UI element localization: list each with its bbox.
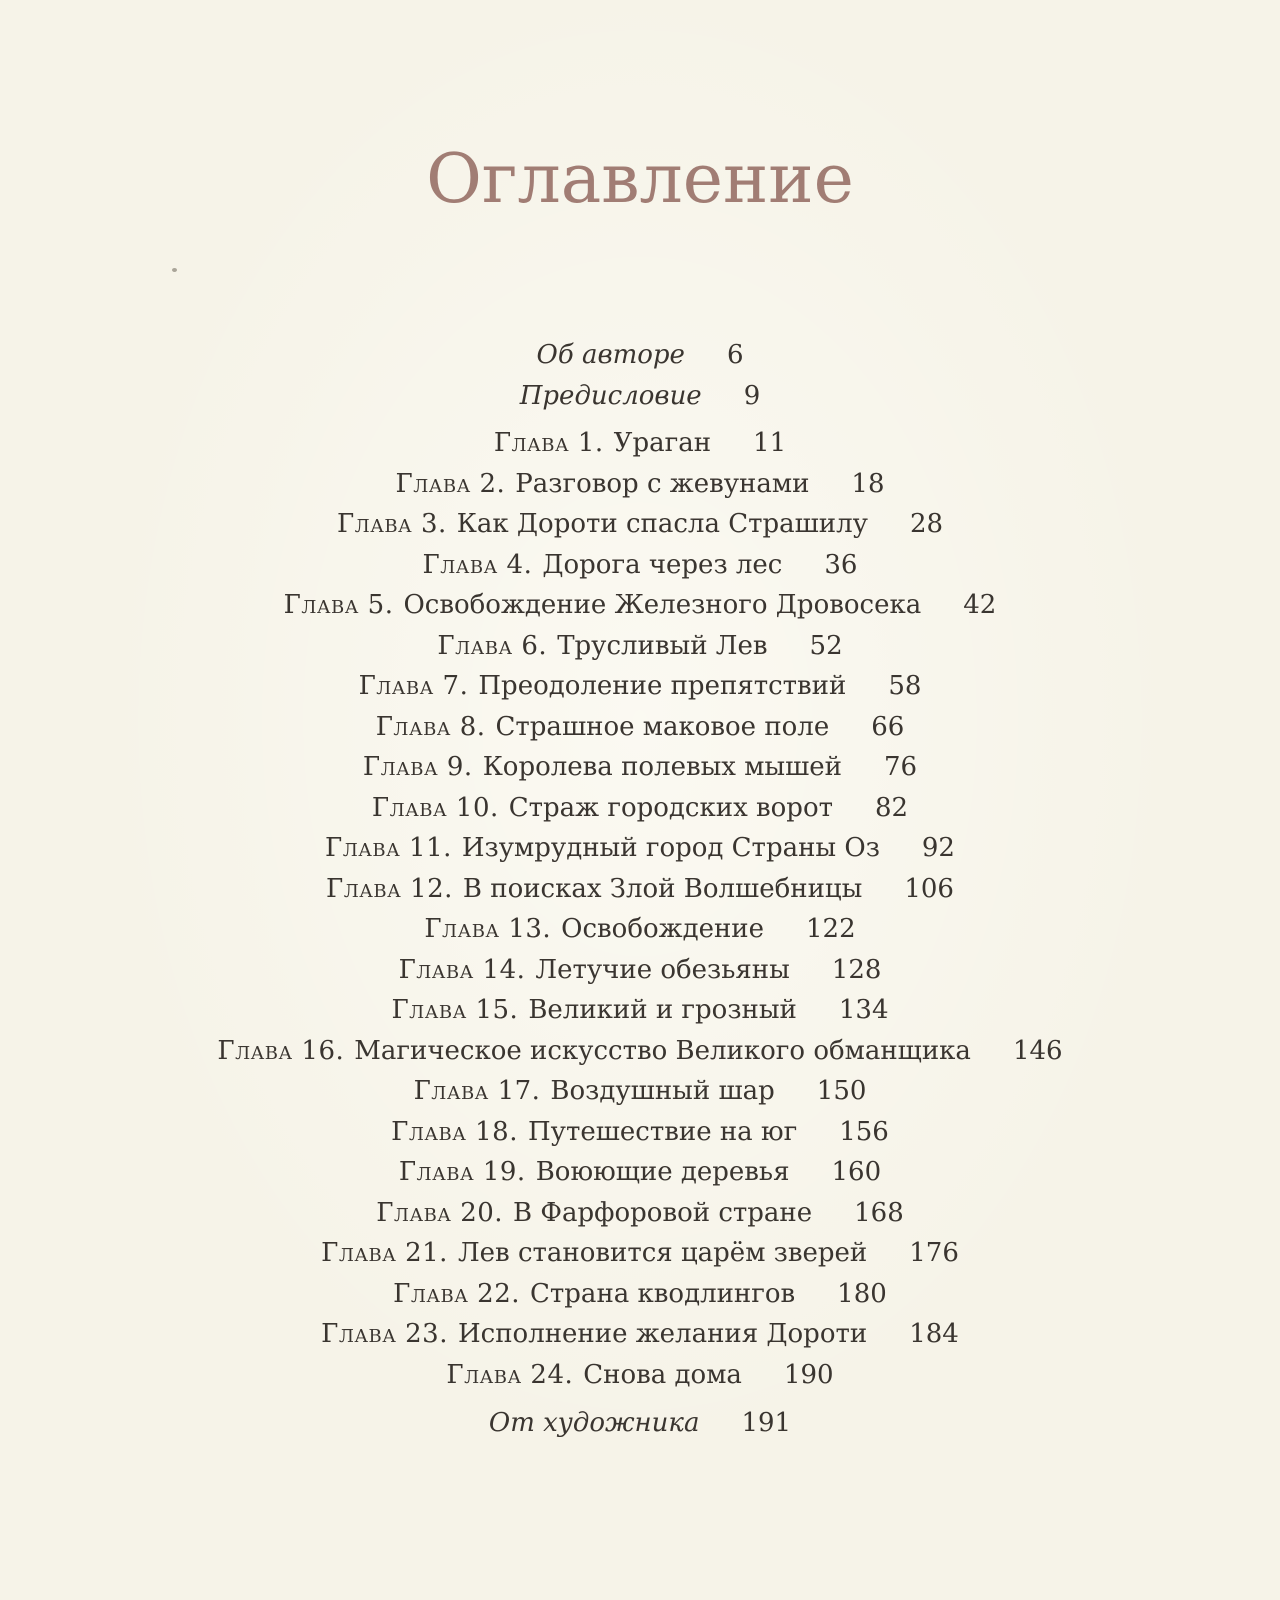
page-number: 150 xyxy=(816,1076,867,1106)
chapter-title: Освобождение Железного Дровосека xyxy=(403,590,922,620)
toc-entry-chapter xyxy=(0,990,1280,1031)
chapter-label: Глава 14. xyxy=(398,954,526,985)
toc-entry-chapter xyxy=(0,423,1280,464)
toc-entry-chapter xyxy=(0,950,1280,991)
toc-entry-chapter xyxy=(0,1274,1280,1315)
chapter-label: Глава 5. xyxy=(283,590,394,620)
page-number: 36 xyxy=(824,549,858,580)
toc-entry-chapter xyxy=(0,626,1280,667)
chapter-title: Ураган xyxy=(613,428,712,458)
toc-entry-chapter xyxy=(0,1112,1280,1153)
page-number: 176 xyxy=(909,1238,959,1268)
chapter-title: Как Дороти спасла Страшилу xyxy=(456,509,868,539)
page-number: 52 xyxy=(809,630,843,661)
chapter-title: Разговор с жевунами xyxy=(515,468,810,499)
page-number: 122 xyxy=(806,914,856,944)
chapter-label: Глава 4. xyxy=(422,549,533,580)
chapter-label: Глава 3. xyxy=(336,509,447,539)
page-number: 156 xyxy=(839,1116,889,1147)
toc-entry-chapter xyxy=(0,1314,1280,1355)
chapter-label: Глава 24. xyxy=(446,1359,574,1390)
toc-entry-chapter xyxy=(0,666,1280,707)
page-number: 42 xyxy=(963,590,997,620)
page-number: 28 xyxy=(909,509,944,539)
chapter-label: Глава 18. xyxy=(391,1116,518,1147)
chapter-title: Магическое искусство Великого обманщика xyxy=(354,1035,971,1066)
chapter-title: Преодоление препятствий xyxy=(478,671,847,701)
page-number: 66 xyxy=(871,711,905,742)
chapter-label: Глава 10. xyxy=(371,792,499,823)
toc-entry-chapter xyxy=(0,1152,1280,1193)
chapter-title: Изумрудный город Страны Оз xyxy=(461,833,880,863)
page-number: 11 xyxy=(753,428,787,458)
chapter-label: Глава 8. xyxy=(375,711,486,742)
chapter-title: В Фарфоровой стране xyxy=(513,1197,813,1228)
page-number: 146 xyxy=(1012,1035,1063,1066)
page-number: 106 xyxy=(904,873,954,904)
toc-entry-chapter xyxy=(0,1031,1280,1072)
chapter-title: Лев становится царём зверей xyxy=(457,1238,868,1268)
page-number: 160 xyxy=(831,1157,882,1187)
toc-entry-chapter xyxy=(0,909,1280,950)
chapter-label: Глава 20. xyxy=(376,1197,504,1228)
chapter-title: Королева полевых мышей xyxy=(482,752,843,782)
chapter-label: Глава 16. xyxy=(217,1035,345,1066)
chapter-label: Глава 15. xyxy=(391,995,519,1025)
entry-title: От художника xyxy=(488,1408,700,1438)
toc-entry-chapter xyxy=(0,707,1280,748)
toc-entry-front xyxy=(0,335,1280,376)
toc-entry-chapter xyxy=(0,869,1280,910)
chapter-title: Снова дома xyxy=(583,1359,742,1390)
toc-entry-chapter xyxy=(0,585,1280,626)
toc-entry-chapter xyxy=(0,1071,1280,1112)
page-number: 82 xyxy=(874,792,909,823)
chapter-label: Глава 22. xyxy=(393,1278,521,1309)
chapter-label: Глава 17. xyxy=(413,1076,541,1106)
chapter-label: Глава 6. xyxy=(437,630,548,661)
entry-title: Об авторе xyxy=(536,340,685,370)
chapter-title: Трусливый Лев xyxy=(557,630,768,661)
toc-entry-chapter xyxy=(0,545,1280,586)
table-of-contents xyxy=(0,335,1280,1444)
paper-speck xyxy=(172,268,177,272)
toc-entry-front xyxy=(0,376,1280,417)
chapter-label: Глава 7. xyxy=(358,671,469,701)
chapter-label: Глава 1. xyxy=(493,428,604,458)
toc-entry-chapter xyxy=(0,747,1280,788)
chapter-label: Глава 13. xyxy=(424,914,552,944)
page-number: 168 xyxy=(854,1197,904,1228)
toc-entry-chapter xyxy=(0,1233,1280,1274)
toc-entry-chapter xyxy=(0,788,1280,829)
chapter-title: Исполнение желания Дороти xyxy=(457,1319,868,1349)
chapter-title: Освобождение xyxy=(561,914,765,944)
chapter-title: Страшное маковое поле xyxy=(495,711,830,742)
page-number: 184 xyxy=(909,1319,959,1349)
page-number: 6 xyxy=(726,340,744,370)
chapter-label: Глава 2. xyxy=(395,468,506,499)
chapter-label: Глава 9. xyxy=(362,752,473,782)
page-number: 190 xyxy=(783,1359,834,1390)
chapter-label: Глава 21. xyxy=(321,1238,448,1268)
chapter-label: Глава 12. xyxy=(326,873,453,904)
chapter-title: Путешествие на юг xyxy=(527,1116,798,1147)
page-number: 191 xyxy=(741,1408,792,1438)
page-number: 76 xyxy=(884,752,918,782)
chapter-title: Воюющие деревья xyxy=(535,1157,790,1187)
toc-entry-back xyxy=(0,1403,1280,1444)
chapter-title: В поисках Злой Волшебницы xyxy=(462,873,863,904)
page-number: 9 xyxy=(743,380,761,411)
chapter-title: Великий и грозный xyxy=(528,995,797,1025)
page-number: 92 xyxy=(921,833,955,863)
chapter-title: Страж городских ворот xyxy=(508,792,833,823)
toc-entry-chapter xyxy=(0,464,1280,505)
chapter-title: Страна кводлингов xyxy=(530,1278,796,1309)
chapter-title: Воздушный шар xyxy=(550,1076,775,1106)
chapter-label: Глава 19. xyxy=(398,1157,526,1187)
toc-entry-chapter xyxy=(0,504,1280,545)
page-number: 180 xyxy=(837,1278,887,1309)
chapter-label: Глава 11. xyxy=(325,833,452,863)
chapter-label: Глава 23. xyxy=(321,1319,448,1349)
toc-entry-chapter xyxy=(0,1355,1280,1396)
page-number: 134 xyxy=(838,995,889,1025)
chapter-title: Летучие обезьяны xyxy=(535,954,790,985)
page-title: Оглавление xyxy=(426,140,854,219)
page-number: 18 xyxy=(851,468,885,499)
toc-entry-chapter xyxy=(0,1193,1280,1234)
chapter-title: Дорога через лес xyxy=(542,549,783,580)
entry-title: Предисловие xyxy=(519,380,702,411)
page-number: 128 xyxy=(831,954,882,985)
toc-entry-chapter xyxy=(0,828,1280,869)
page-number: 58 xyxy=(888,671,922,701)
